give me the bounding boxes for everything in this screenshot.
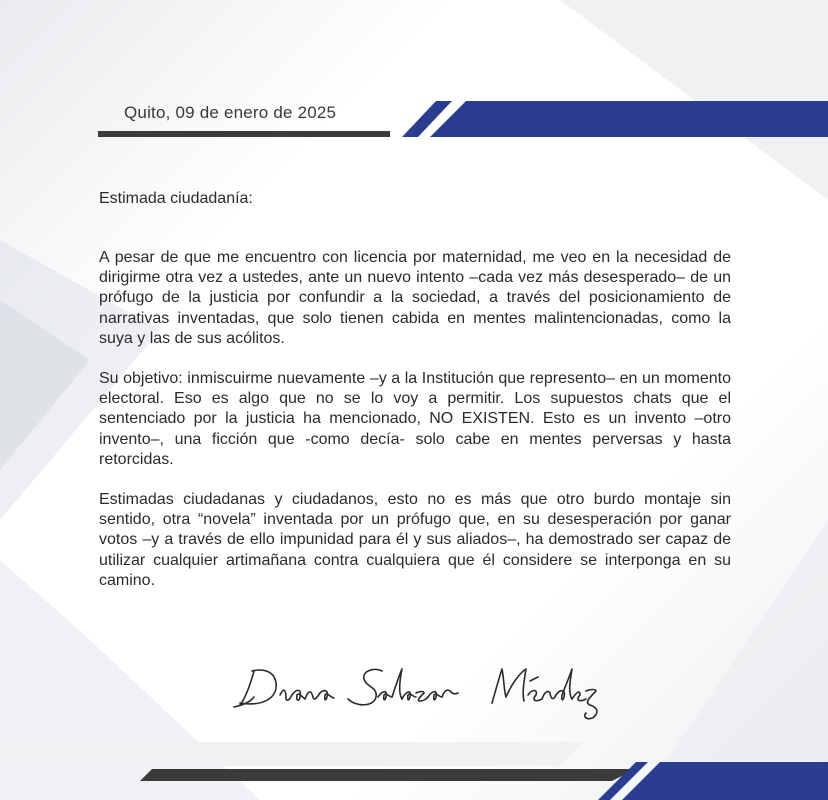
letter-body [99, 248, 731, 611]
letter-paragraph-1: A pesar de que me encuentro con licencia por maternidad, me veo en la necesidad de dirigirme otra vez a ustedes, ante un nuevo intento –cada vez más desesperado– de un prófugo de la justicia por confundir a la sociedad, a través del posicionamiento de narrativas inventadas, que solo tienen cabida en mentes malintencionadas, como la suya y las de sus acólitos. [99, 249, 731, 347]
letter-paragraph-3: Estimadas ciudadanas y ciudadanos, esto no es más que otro burdo montaje sin sentido, otra “novela” inventada por un prófugo que, en su desesperación por ganar votos –y a través de ello impunidad para él y sus aliados–, ha demostrado ser capaz de utilizar cualquier artimañana contra cualquiera que él considere se interponga en su camino. [99, 491, 731, 589]
handwritten-signature [230, 655, 630, 725]
letter-salutation: Estimada ciudadanía: [99, 190, 253, 207]
letter-paragraph-2: Su objetivo: inmiscuirme nuevamente –y a la Institución que represento– en un momento electoral. Eso es algo que no se lo voy a permitir. Los supuestos chats que el sentenciado por la justicia ha mencionado, NO EXISTEN. Esto es un invento –otro invento–, una ficción que -como decía- solo cabe en mentes perversas y hasta retorcidas. [99, 370, 731, 468]
letter-date: Quito, 09 de enero de 2025 [124, 103, 337, 122]
